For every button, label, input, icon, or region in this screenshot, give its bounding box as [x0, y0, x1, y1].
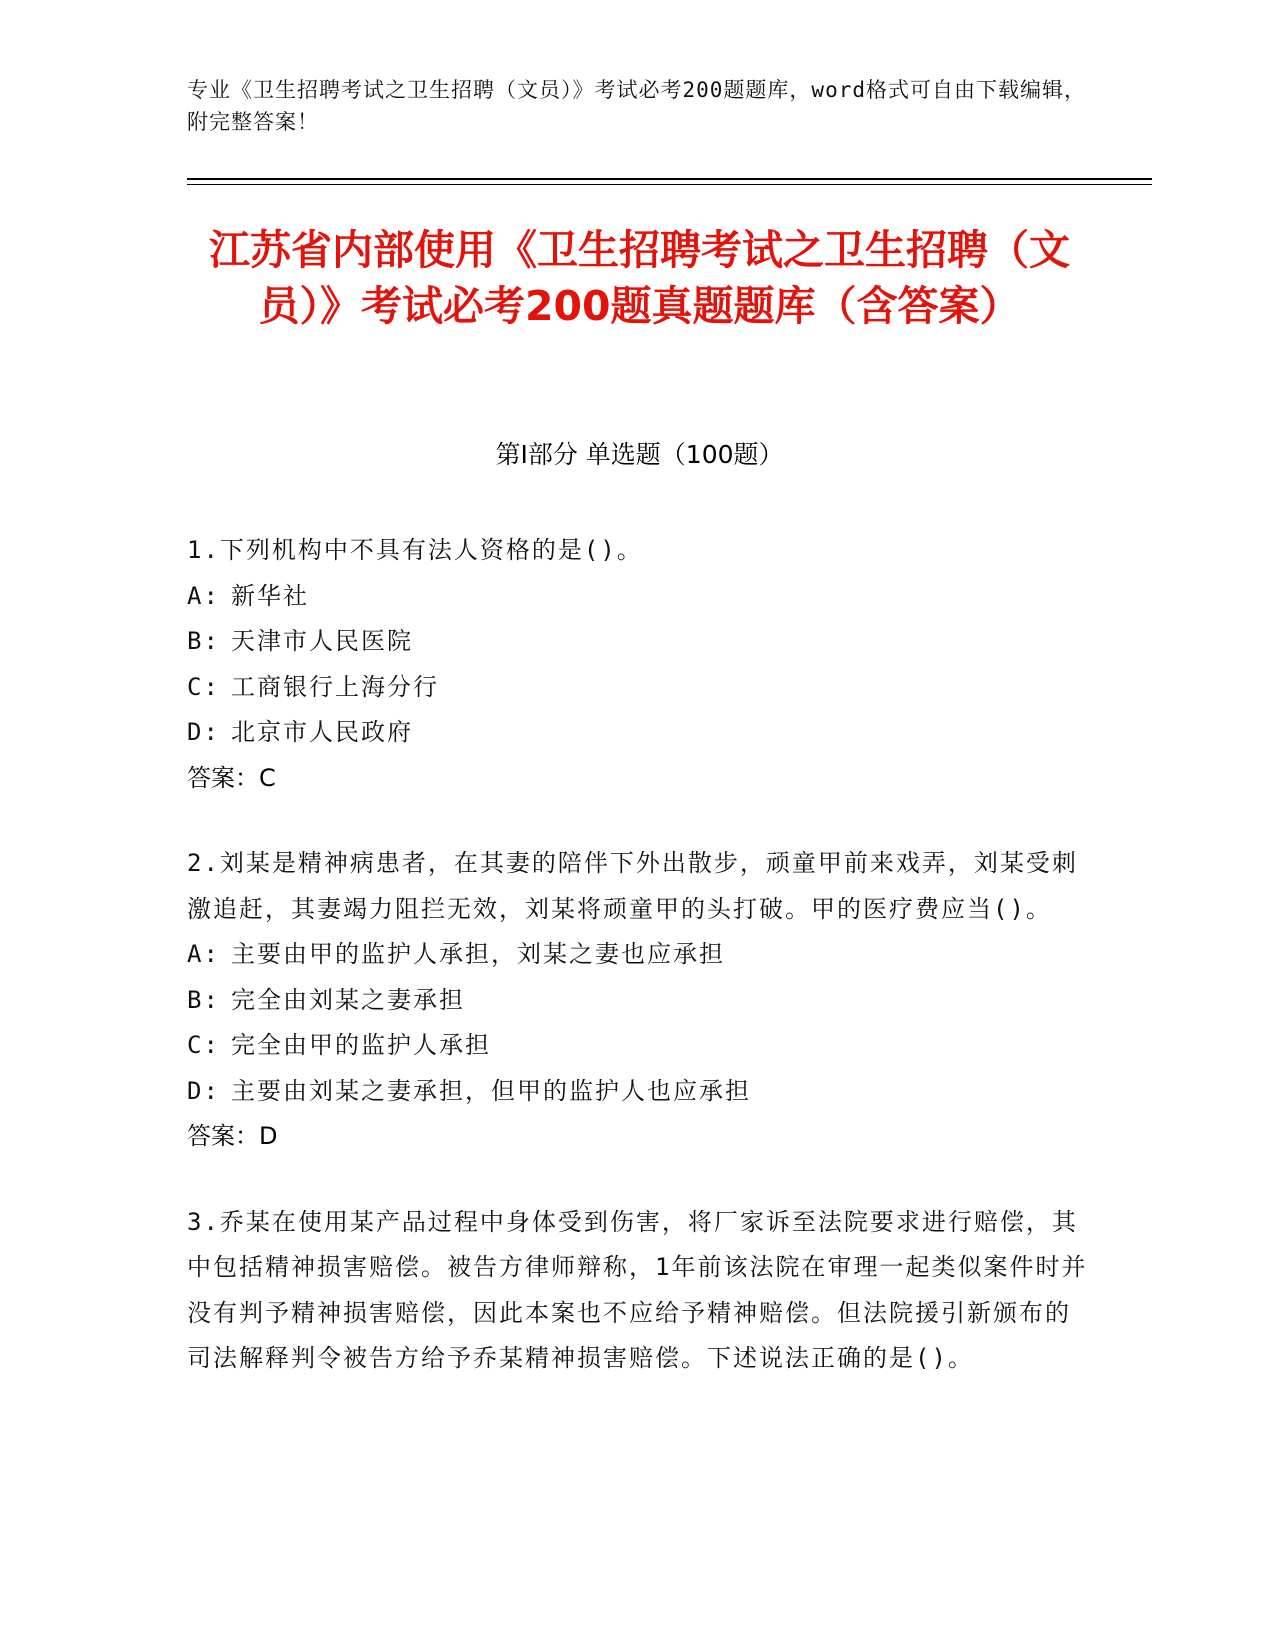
question-1	[187, 528, 1092, 801]
option-a	[187, 574, 1092, 620]
option-text: 主要由甲的监护人承担，刘某之妻也应承担	[231, 940, 725, 968]
option-b	[187, 619, 1092, 665]
option-text: 完全由刘某之妻承担	[231, 985, 465, 1014]
option-c	[187, 665, 1092, 711]
option-key: C:	[187, 672, 220, 701]
option-key: B:	[187, 627, 220, 655]
option-key: A:	[187, 581, 220, 610]
header-rule-thin	[187, 184, 1152, 185]
option-key: A:	[187, 940, 220, 968]
option-text: 主要由刘某之妻承担，但甲的监护人也应承担	[231, 1076, 751, 1105]
option-text: 新华社	[231, 581, 309, 610]
option-b	[187, 978, 1092, 1024]
option-key: C:	[187, 1031, 220, 1059]
option-key: D:	[187, 718, 220, 746]
option-key: D:	[187, 1076, 220, 1105]
question-stem: 3.乔某在使用某产品过程中身体受到伤害，将厂家诉至法院要求进行赔偿，其中包括精神损害赔偿。被告方律师辩称，1年前该法院在审理一起类似案件时并没有判予精神损害赔偿，因此本案也不应给予精神赔偿。但法院援引新颁布的司法解释判令被告方给予乔某精神损害赔偿。下述说法正确的是()。	[187, 1207, 1088, 1372]
option-d	[187, 710, 1092, 756]
option-c	[187, 1023, 1092, 1069]
question-stem: 1.下列机构中不具有法人资格的是()。	[187, 536, 643, 564]
answer: 答案：D	[187, 1122, 278, 1150]
header-rule-thick	[187, 178, 1152, 180]
question-2	[187, 841, 1092, 1160]
document-title: 江苏省内部使用《卫生招聘考试之卫生招聘（文员）》考试必考200题真题题库（含答案）	[209, 226, 1070, 330]
question-stem: 2.刘某是精神病患者，在其妻的陪伴下外出散步，顽童甲前来戏弄，刘某受刺激追赶，其妻竭力阻拦无效，刘某将顽童甲的头打破。甲的医疗费应当()。	[187, 849, 1078, 923]
option-a	[187, 932, 1092, 978]
option-text: 北京市人民政府	[231, 718, 413, 746]
question-list	[187, 528, 1092, 1422]
question-3	[187, 1200, 1092, 1382]
option-text: 完全由甲的监护人承担	[231, 1031, 491, 1059]
header-note: 专业《卫生招聘考试之卫生招聘（文员）》考试必考200题题库，word格式可自由下载编辑，附完整答案！	[187, 78, 1086, 134]
option-d	[187, 1069, 1092, 1115]
section-title: 第Ⅰ部分 单选题（100题）	[495, 440, 784, 469]
option-text: 天津市人民医院	[231, 627, 413, 655]
answer: 答案：C	[187, 763, 276, 792]
option-key: B:	[187, 985, 220, 1014]
option-text: 工商银行上海分行	[231, 672, 439, 701]
